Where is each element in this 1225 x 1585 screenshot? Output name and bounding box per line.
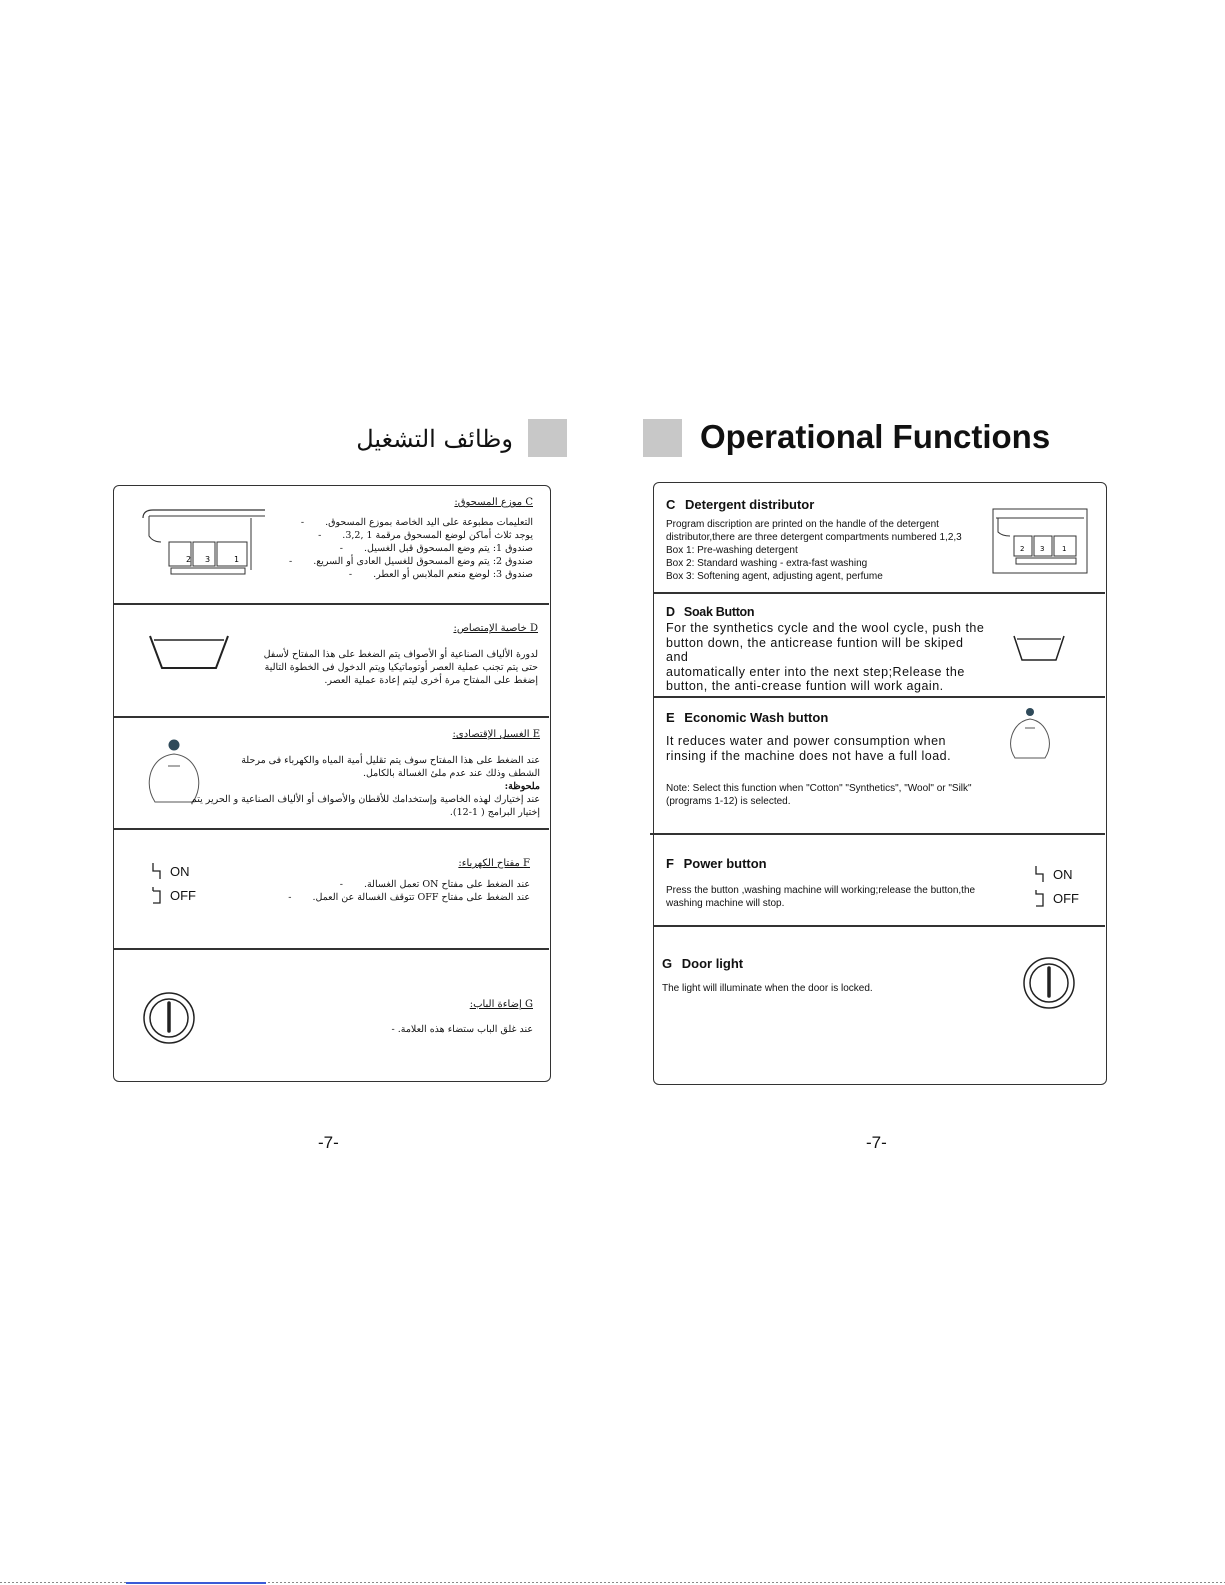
left-c-item: صندوق 2: يتم وضع المسحوق للغسيل العادى أو السريع. - [153,555,533,568]
right-section-f [666,857,1006,910]
left-e-note-label: ملحوظة: [504,781,540,792]
right-d-line: button down, the anticrease funtion will be skiped and [666,635,964,664]
right-section-g [662,957,1002,995]
section-letter: C [666,497,676,512]
right-on-label: ON [1053,866,1073,882]
right-power-switch-legend [1033,862,1079,910]
right-g-line: The light will illuminate when the door is locked. [662,983,873,994]
compartment-label: 2 [1020,545,1025,553]
left-divider-de [114,716,549,718]
left-divider-cd [114,603,549,605]
left-c-item: صندوق 3: لوضع منعم الملابس أو العطر. - [153,568,533,581]
right-f-line: Press the button ,washing machine will working;release the button,the [666,885,976,896]
left-c-heading: C موزع المسحوق: [454,497,533,508]
section-letter: D [666,605,675,619]
right-d-line: automatically enter into the next step;Release the [666,664,965,679]
right-d-line: button, the anti-crease funtion will work again. [666,679,944,693]
switch-off-icon [1033,889,1045,907]
right-d-heading: Soak Button [683,605,755,619]
off-switch-row [1033,886,1079,910]
left-e-line: عند الضغط على هذا المفتاح سوف يتم تقليل أمية المياه والكهرباء فى مرحلة [241,755,540,766]
economic-wash-icon-right [1007,707,1053,761]
right-page-title: Operational Functions [700,418,1051,455]
right-divider-ef [650,833,1105,835]
right-off-label: OFF [1053,890,1079,906]
compartment-label: 2 [186,555,192,564]
right-c-heading: Detergent distributor [685,497,815,512]
left-c-item: صندوق 1: يتم وضع المسحوق قبل الغسيل. - [153,542,533,555]
right-divider-cd [654,592,1105,594]
right-divider-de [654,696,1105,698]
left-page-number: -7- [318,1133,339,1152]
section-letter: E [666,710,675,725]
right-e-line: rinsing if the machine does not have a full load. [666,748,952,763]
right-section-d [666,606,986,694]
left-d-line: إضغط على المفتاح مرة أخرى ليتم إعادة عملية العصر. [324,675,538,686]
left-section-c [153,496,533,581]
right-f-line: washing machine will stop. [666,898,785,909]
right-section-e [666,711,1006,808]
left-section-g: G إضاءة الباب: عند غلق الباب ستضاء هذه العلامة. - [233,998,533,1036]
right-e-note-line: Note: Select this function when "Cotton" "Synthetics", "Wool" or "Silk" [666,783,972,794]
left-e-heading: E الغسيل الإقتصادى: [452,729,540,740]
left-e-line: الشطف وذلك عند عدم ملئ الغسالة بالكامل. [362,768,540,779]
soak-tub-icon-right [1013,634,1065,662]
left-c-item: التعليمات مطبوعة على اليد الخاصة بموزع المسحوق. - [153,516,533,529]
right-divider-fg [654,925,1105,927]
left-d-line: لدورة الألياف الصناعية أو الأصواف يتم الضغط على هذا المفتاح لأسفل [263,649,538,660]
left-section-e [120,728,540,819]
left-on-label: ON [170,863,190,879]
left-d-line: حتى يتم تجنب عملية العصر أوتوماتيكيا ويتم الدخول فى الخطوة التالية [264,662,538,673]
door-light-icon-right [1022,956,1076,1010]
right-e-line: It reduces water and power consumption when [666,734,946,748]
switch-off-icon [150,886,162,904]
on-switch-row [1033,862,1079,886]
right-e-heading: Economic Wash button [684,710,829,725]
section-letter: G [662,956,673,971]
left-divider-fg [114,948,549,950]
right-d-line: For the synthetics cycle and the wool cycle, push the [666,621,985,635]
section-letter: F [666,856,674,871]
left-title-gray-box [528,419,567,457]
right-c-line: Box 2: Standard washing - extra-fast washing [666,558,868,569]
door-light-icon-left [142,991,196,1045]
right-c-line: distributor,there are three detergent compartments numbered 1,2,3 [666,532,962,543]
right-f-heading: Power button [683,856,767,871]
left-g-item: عند غلق الباب ستضاء هذه العلامة. [397,1024,533,1035]
right-c-line: Program discription are printed on the handle of the detergent [666,519,939,530]
right-c-line: Box 3: Softening agent, adjusting agent, perfume [666,571,883,582]
switch-on-icon [1033,865,1045,883]
bottom-link-underline [126,1582,266,1584]
compartment-label: 1 [1062,545,1067,553]
right-g-heading: Door light [681,956,744,971]
left-f-item: عند الضغط على مفتاح ON تعمل الغسالة. - [190,878,530,891]
compartment-label: 1 [234,555,240,564]
left-page-title: وظائف التشغيل [356,425,513,453]
left-g-heading: G إضاءة الباب: [469,999,533,1010]
right-e-note-line: (programs 1-12) is selected. [666,796,791,807]
left-c-item: يوجد ثلاث أماكن لوضع المسحوق مرقمة 1 ,3,2. - [153,529,533,542]
compartment-label: 3 [205,555,211,564]
left-f-heading: F مفتاح الكهرباء: [458,858,530,869]
left-section-f [190,857,530,904]
right-c-line: Box 1: Pre-washing detergent [666,545,798,556]
left-off-label: OFF [170,887,196,903]
left-f-item: عند الضغط على مفتاح OFF تتوقف الغسالة عن العمل. - [190,891,530,904]
left-divider-ef [114,828,549,830]
left-d-heading: D خاصية الإمتصاص: [453,623,538,634]
switch-on-icon [150,862,162,880]
detergent-drawer-icon-right [992,508,1088,574]
right-section-c [666,498,996,583]
left-e-note-line: عند إختيارك لهذه الخاصية وإستخدامك للأقطان والأصواف أو الألياف الصناعية و الحرير يتم [190,794,540,805]
compartment-label: 3 [1040,545,1045,553]
right-page-number: -7- [866,1133,887,1152]
left-e-note-line: إختيار البرامج ( 1-12). [449,807,540,818]
right-title-gray-box [643,419,682,457]
left-section-d [158,622,538,687]
